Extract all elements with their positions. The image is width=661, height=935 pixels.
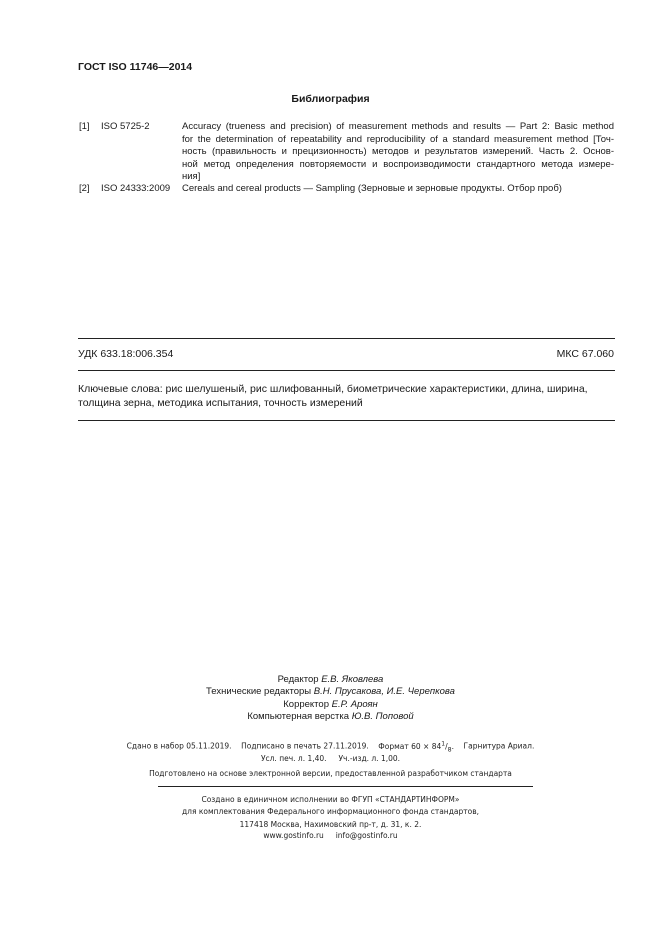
format-numerator: 1 [441,740,446,747]
print-sheets: Усл. печ. л. 1,40. [260,754,327,763]
corrector-label: Корректор [283,698,329,710]
document-header: ГОСТ ISO 11746—2014 [78,61,193,73]
divider-bottom [78,420,615,421]
keywords [78,382,615,410]
layout-label: Компьютерная верстка [247,710,350,722]
ref-number: [1] [79,121,90,132]
layout-line [0,711,661,723]
website-link[interactable]: www.gostinfo.ru [263,831,324,840]
divider-middle [78,370,615,371]
format-denominator: 8 [447,746,452,753]
publication-sheets: Уч.-изд. л. 1,00. [338,754,401,763]
layout-name: Ю.В. Поповой [351,710,414,722]
publication-line-1 [0,740,661,753]
corrector-name: Е.Р. Ароян [331,698,378,710]
ref-text-line: ния] [182,171,201,183]
contacts-line [0,831,661,840]
tech-editors-label: Технические редакторы [206,686,312,698]
ref-text-line: Accuracy (trueness and precision) of measurement methods and results — Part 2: Basic method [182,121,614,132]
created-line-2: для комплектования Федерального информационного фонда стандартов, [181,807,480,816]
typeface: Гарнитура Ариал. [463,741,535,751]
divider-imprint [158,786,533,787]
tech-editors-line [0,686,661,698]
ref-text-line: for the determination of repeatability and reproducibility of a standard measurement method [Точ- [182,133,614,145]
email-link[interactable]: info@gostinfo.ru [335,831,398,840]
keywords-line: толщина зерна, методика испытания, точность измерений [78,397,363,409]
ref-text [182,121,614,184]
udk-code: УДК 633.18:006.354 [78,348,174,360]
ref-text-line: ной метод определения повторяемости и воспроизводимости стандартного метода измере- [182,158,614,170]
editor-line [0,674,661,686]
format-prefix: Формат 60 × 84 [378,741,442,751]
divider-top [78,338,615,339]
address: 117418 Москва, Нахимовский пр-т, д. 31, к. 2. [239,820,422,829]
created-line-1: Создано в единичном исполнении во ФГУП «СТАНДАРТИНФОРМ» [201,795,460,804]
ref-code: ISO 5725-2 [101,121,150,132]
editor-name: Е.В. Яковлева [321,674,384,685]
mks-code: МКС 67.060 [556,348,614,360]
signed-date: Подписано в печать 27.11.2019. [241,741,369,751]
format: Формат $60 \times 84^1/_8$. [378,740,454,753]
editor-label: Редактор [277,674,319,685]
keywords-line: Ключевые слова: рис шелушеный, рис шлифованный, биометрические характеристики, длина, ширина, [78,383,588,395]
ref-number: [2] [79,183,90,194]
ref-text-line: ность (правильность и прецизионность) методов и результатов измерений. Часть 2. Основ- [182,146,614,158]
tech-editors-names: В.Н. Прусакова, И.Е. Черепкова [313,686,455,698]
submitted-date: Сдано в набор 05.11.2019. [126,741,232,751]
corrector-line [0,699,661,711]
imprint-block [0,674,661,723]
ref-text [182,183,614,196]
bibliography-title: Библиография [291,93,370,105]
ref-code: ISO 24333:2009 [101,183,171,194]
publication-line-2 [0,754,661,763]
ref-text-line: Cereals and cereal products — Sampling (Зерновые и зерновые продукты. Отбор проб) [182,183,562,194]
prepared-note: Подготовлено на основе электронной версии, предоставленной разработчиком стандарта [149,769,512,778]
